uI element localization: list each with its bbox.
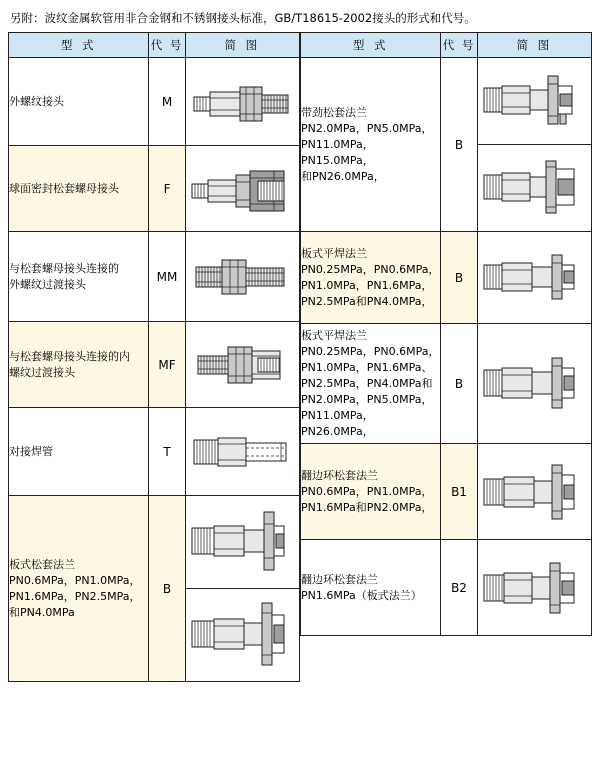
row-label-line3: PN1.0MPa，PN1.6MPa，	[301, 278, 433, 292]
table-row	[301, 232, 592, 324]
table-row	[9, 408, 300, 496]
row-type-name	[301, 58, 441, 232]
row-label: 球面密封松套螺母接头	[9, 181, 119, 195]
table-row	[9, 322, 300, 408]
row-code: MF	[149, 322, 185, 408]
table-row	[9, 496, 300, 682]
flared-ring-loose-flange-figure-2	[478, 543, 591, 633]
row-type-name	[301, 444, 441, 540]
left-half	[8, 32, 300, 682]
row-label-line2: PN0.6MPa，PN1.0MPa，	[301, 484, 433, 498]
row-label-line3: PN1.6MPa，PN2.5MPa，	[9, 589, 141, 603]
row-code: M	[149, 58, 185, 146]
row-label-line3: PN1.6MPa和PN2.0MPa，	[301, 500, 433, 514]
row-label-line2: PN0.25MPa，PN0.6MPa，	[301, 262, 440, 276]
row-label-line3: PN11.0MPa，PN15.0MPa，	[301, 137, 374, 167]
header-type: 型 式	[9, 33, 149, 58]
row-figure	[477, 58, 591, 232]
table-row	[9, 146, 300, 232]
row-type-name	[301, 324, 441, 444]
row-type-name	[301, 232, 441, 324]
row-type-name	[9, 496, 149, 682]
row-code: B	[441, 324, 477, 444]
header-code: 代 号	[149, 33, 185, 58]
row-type-name	[301, 540, 441, 636]
table-row	[301, 540, 592, 636]
row-label-line2: PN0.25MPa，PN0.6MPa，	[301, 344, 440, 358]
row-figure	[185, 58, 299, 146]
row-code: B2	[441, 540, 477, 636]
row-label-line1: 翻边环松套法兰	[301, 572, 378, 586]
row-label-line2: 外螺纹过渡接头	[9, 277, 86, 291]
header-figure: 简 图	[185, 33, 299, 58]
row-code: B1	[441, 444, 477, 540]
row-label-line1: 板式松套法兰	[9, 557, 75, 571]
row-label-line4: PN2.5MPa，PN4.0MPa和	[301, 376, 433, 390]
header-type: 型 式	[301, 33, 441, 58]
row-label-line1: 板式平焊法兰	[301, 246, 367, 260]
header-code: 代 号	[441, 33, 477, 58]
row-label-line2: PN2.0MPa，PN5.0MPa，	[301, 121, 433, 135]
row-label-line4: PN2.5MPa和PN4.0MPa，	[301, 294, 433, 308]
left-table	[8, 32, 300, 682]
header-figure: 简 图	[477, 33, 591, 58]
ribbed-loose-flange-figure-1	[478, 58, 591, 145]
row-code: F	[149, 146, 185, 232]
row-figure	[477, 540, 591, 636]
female-transition-fitting-figure	[186, 329, 299, 401]
row-type-name	[9, 408, 149, 496]
row-label-line4: 和PN4.0MPa	[9, 605, 75, 619]
row-figure	[185, 146, 299, 232]
spherical-seal-union-nut-figure	[186, 154, 299, 224]
plate-welding-flange-figure-2	[478, 334, 591, 434]
male-transition-fitting-figure	[186, 241, 299, 313]
row-label-line1: 与松套螺母接头连接的	[9, 261, 119, 275]
row-code: T	[149, 408, 185, 496]
row-label-line1: 板式平焊法兰	[301, 328, 367, 342]
row-figure	[477, 232, 591, 324]
row-code: B	[149, 496, 185, 682]
table-row	[9, 232, 300, 322]
row-figure	[477, 324, 591, 444]
row-label-line6: PN11.0MPa，PN26.0MPa，	[301, 408, 374, 438]
row-code: B	[441, 232, 477, 324]
row-figure	[477, 444, 591, 540]
page-caption: 另附：波纹金属软管用非合金钢和不锈钢接头标准，GB/T18615-2002接头的形式和代号。	[10, 11, 476, 25]
male-thread-fitting-figure	[186, 67, 299, 137]
table-row	[9, 58, 300, 146]
row-label-line4: 和PN26.0MPa，	[301, 169, 385, 183]
plate-loose-flange-figure-2	[186, 589, 299, 681]
right-header-row	[301, 33, 592, 58]
row-label-line3: PN1.0MPa，PN1.6MPa、	[301, 360, 433, 374]
row-code: B	[441, 58, 477, 232]
right-half	[300, 32, 592, 682]
ribbed-loose-flange-figure-2	[478, 145, 591, 231]
row-label: 外螺纹接头	[9, 94, 64, 108]
butt-weld-pipe-figure	[186, 416, 299, 488]
left-header-row	[9, 33, 300, 58]
flared-ring-loose-flange-figure-1	[478, 447, 591, 537]
table-row	[301, 444, 592, 540]
row-type-name	[9, 322, 149, 408]
table-row	[301, 58, 592, 232]
plate-loose-flange-figure-1	[186, 496, 299, 589]
row-type-name	[9, 58, 149, 146]
row-type-name	[9, 232, 149, 322]
right-table	[300, 32, 592, 636]
row-code: MM	[149, 232, 185, 322]
row-figure	[185, 322, 299, 408]
row-label: 对接焊管	[9, 444, 53, 458]
row-figure	[185, 232, 299, 322]
plate-welding-flange-figure-1	[478, 235, 591, 321]
table-row	[301, 324, 592, 444]
row-figure	[185, 496, 299, 682]
row-label-line2: 螺纹过渡接头	[9, 365, 75, 379]
row-label-line5: PN2.0MPa，PN5.0MPa，	[301, 392, 433, 406]
row-label-line2: PN0.6MPa，PN1.0MPa，	[9, 573, 141, 587]
row-label-line1: 翻边环松套法兰	[301, 468, 378, 482]
row-label-line1: 与松套螺母接头连接的内	[9, 349, 130, 363]
standards-table	[8, 32, 592, 682]
row-label-line2: PN1.6MPa（板式法兰）	[301, 588, 422, 602]
row-type-name	[9, 146, 149, 232]
row-label-line1: 带劲松套法兰	[301, 105, 367, 119]
row-figure	[185, 408, 299, 496]
